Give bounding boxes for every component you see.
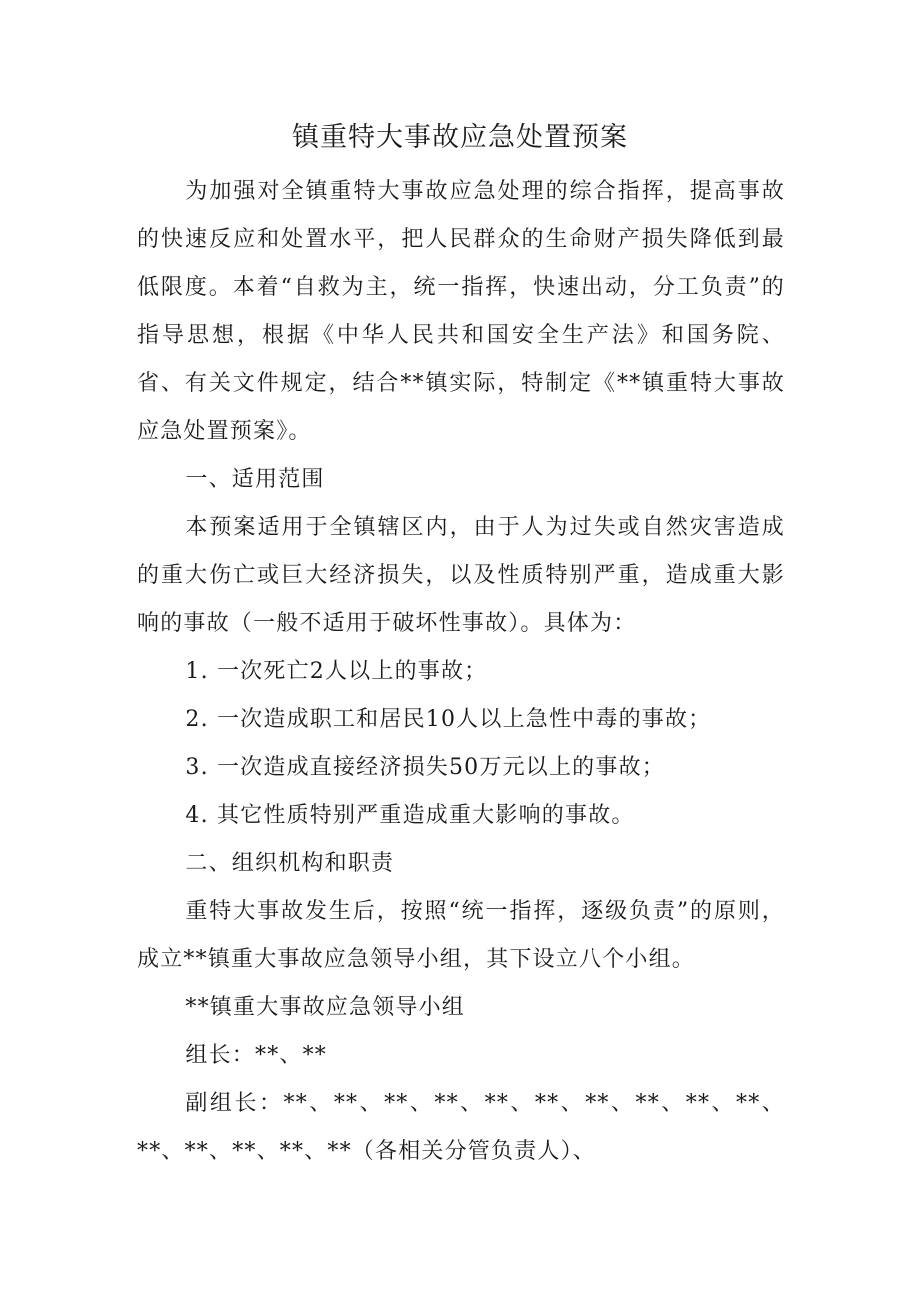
paragraph-preamble: 为加强对全镇重特大事故应急处理的综合指挥，提高事故的快速反应和处置水平，把人民群众的生命财产损失降低到最低限度。本着“自救为主，统一指挥，快速出动，分工负责”的指导思想，根据《中华人民共和国安全生产法》和国务院、省、有关文件规定，结合**镇实际，特制定《**镇重特大事故应急处置预案》。 [137,179,785,444]
document-title: 镇重特大事故应急处置预案 [292,122,628,153]
group-deputy-leaders: 副组长：**、**、**、**、**、**、**、**、**、**、**、**、**、**、**（各相关分管负责人）、 [137,1091,785,1164]
list-item-2: 2. 一次造成职工和居民10人以上急性中毒的事故； [185,707,712,732]
list-item-1: 1. 一次死亡2人以上的事故； [185,659,488,684]
paragraph-scope: 本预案适用于全镇辖区内，由于人为过失或自然灾害造成的重大伤亡或巨大经济损失，以及性质特别严重，造成重大影响的事故（一般不适用于破坏性事故）。具体为： [137,515,785,636]
document-body [137,168,785,1176]
group-name: **镇重大事故应急领导小组 [185,995,465,1020]
list-item-4: 4. 其它性质特别严重造成重大影响的事故。 [185,803,635,828]
section-heading-organization: 二、组织机构和职责 [185,851,395,876]
paragraph-organization: 重特大事故发生后，按照“统一指挥，逐级负责”的原则，成立**镇重大事故应急领导小组，其下设立八个小组。 [137,899,785,972]
section-heading-scope: 一、适用范围 [185,467,325,492]
list-item-3: 3. 一次造成直接经济损失50万元以上的事故； [185,755,665,780]
group-leader: 组长：**、** [185,1043,327,1068]
